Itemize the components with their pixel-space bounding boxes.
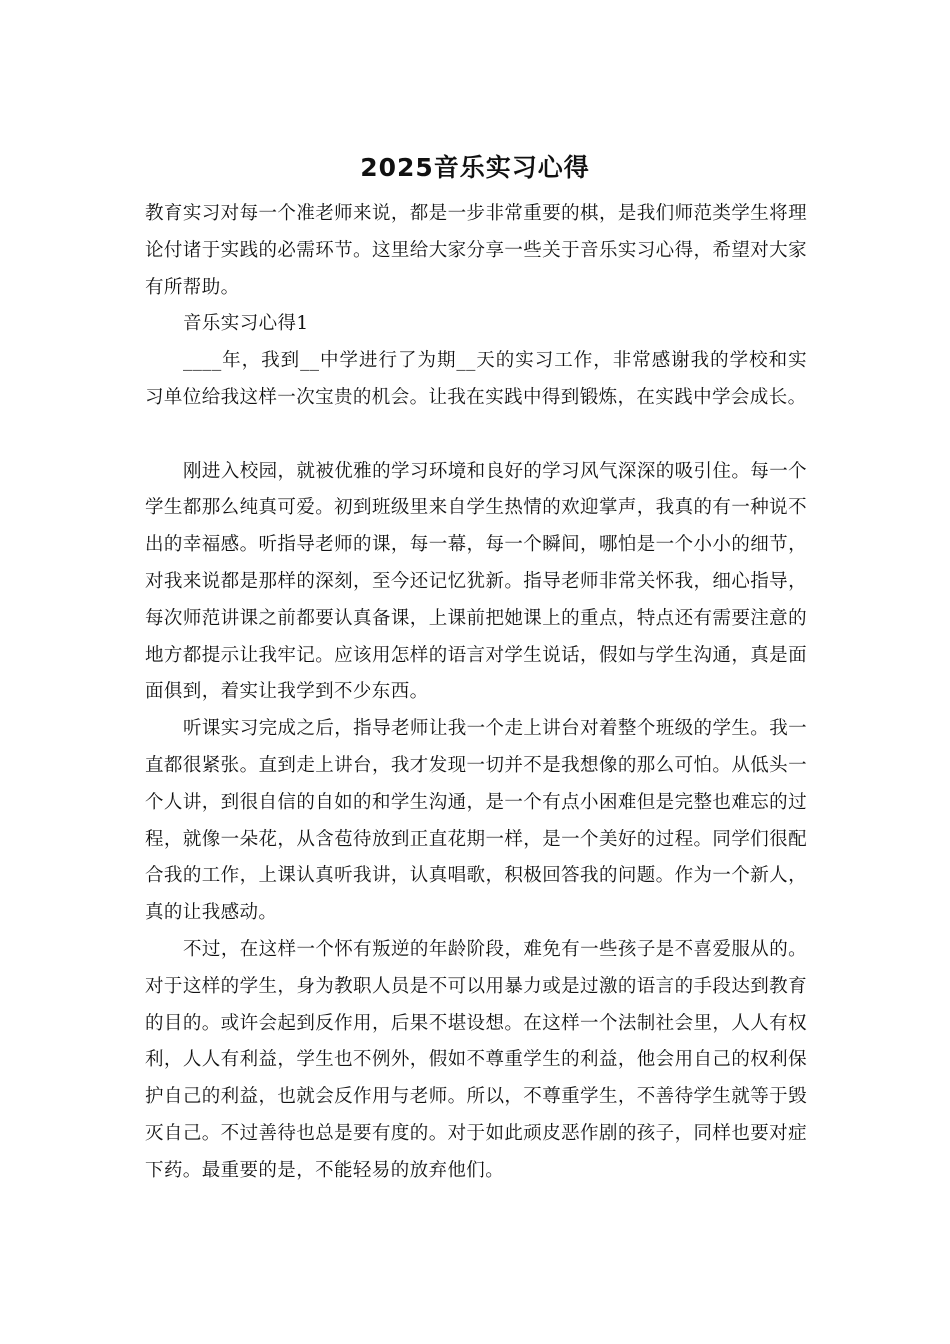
body-paragraph: 不过，在这样一个怀有叛逆的年龄阶段，难免有一些孩子是不喜爱服从的。对于这样的学生，身为教职人员是不可以用暴力或是过激的语言的手段达到教育的目的。或许会起到反作用，后果不堪设想。在这样一个法制社会里，人人有权利，人人有利益，学生也不例外，假如不尊重学生的利益，他会用自己的权利保护自己的利益，也就会反作用与老师。所以，不尊重学生，不善待学生就等于毁灭自己。不过善待也总是要有度的。对于如此顽皮恶作剧的孩子，同样也要对症下药。最重要的是，不能轻易的放弃他们。	[145, 938, 807, 1181]
body-paragraph: ____年，我到__中学进行了为期__天的实习工作，非常感谢我的学校和实习单位给我这样一次宝贵的机会。让我在实践中得到锻炼，在实践中学会成长。	[145, 350, 807, 408]
document-body	[145, 196, 807, 1190]
document-title: 2025音乐实习心得	[360, 153, 590, 182]
body-paragraph: 听课实习完成之后，指导老师让我一个走上讲台对着整个班级的学生。我一直都很紧张。直到走上讲台，我才发现一切并不是我想像的那么可怕。从低头一个人讲，到很自信的自如的和学生沟通，是一个有点小困难但是完整也难忘的过程，就像一朵花，从含苞待放到正直花期一样，是一个美好的过程。同学们很配合我的工作，上课认真听我讲，认真唱歌，积极回答我的问题。作为一个新人，真的让我感动。	[145, 718, 807, 924]
section-heading: 音乐实习心得1	[183, 313, 309, 335]
body-paragraph: 刚进入校园，就被优雅的学习环境和良好的学习风气深深的吸引住。每一个学生都那么纯真可爱。初到班级里来自学生热情的欢迎掌声，我真的有一种说不出的幸福感。听指导老师的课，每一幕，每一个瞬间，哪怕是一个小小的细节，对我来说都是那样的深刻，至今还记忆犹新。指导老师非常关怀我，细心指导，每次师范讲课之前都要认真备课，上课前把她课上的重点，特点还有需要注意的地方都提示让我牢记。应该用怎样的语言对学生说话，假如与学生沟通，真是面面俱到，着实让我学到不少东西。	[145, 460, 807, 703]
blank-line	[145, 417, 807, 454]
intro-paragraph: 教育实习对每一个准老师来说，都是一步非常重要的棋，是我们师范类学生将理论付诸于实践的必需环节。这里给大家分享一些关于音乐实习心得，希望对大家有所帮助。	[145, 203, 807, 298]
